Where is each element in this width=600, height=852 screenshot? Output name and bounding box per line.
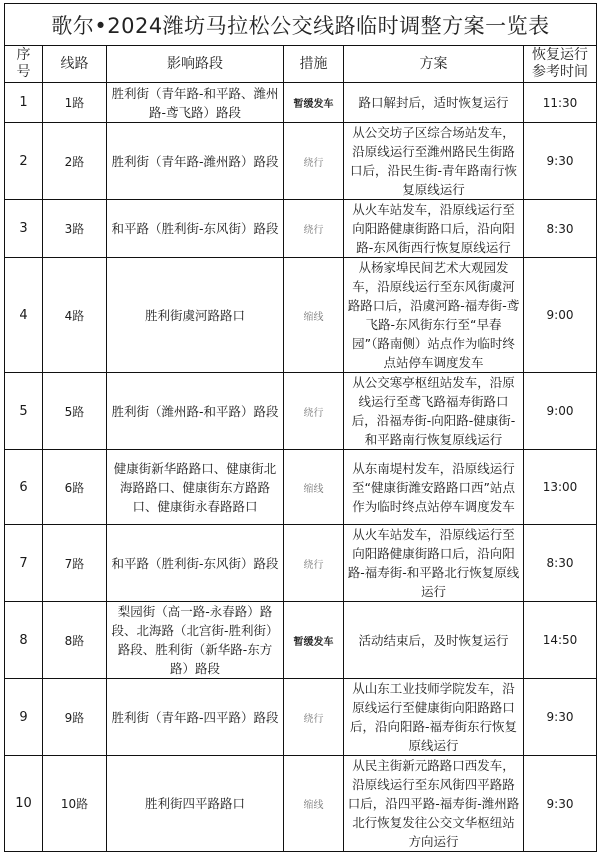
row-plan: 从山东工业技师学院发车，沿原线运行至健康街向阳路路口后，沿向阳路-福寿街东行恢复原线运行	[344, 679, 524, 756]
row-index: 9	[5, 679, 43, 756]
row-measure: 绕行	[284, 123, 344, 200]
row-plan: 活动结束后，及时恢复运行	[344, 602, 524, 679]
row-index: 10	[5, 756, 43, 852]
table-row	[5, 450, 597, 525]
table-row	[5, 602, 597, 679]
row-index: 6	[5, 450, 43, 525]
row-plan: 路口解封后，适时恢复运行	[344, 83, 524, 123]
row-measure: 绕行	[284, 525, 344, 602]
row-plan: 从火车站发车，沿原线运行至向阳路健康街路口后，沿向阳路-东风街西行恢复原线运行	[344, 200, 524, 258]
row-line: 3路	[43, 200, 107, 258]
row-line: 6路	[43, 450, 107, 525]
table-row	[5, 258, 597, 373]
row-time: 14:50	[524, 602, 597, 679]
row-line: 2路	[43, 123, 107, 200]
row-segment: 和平路（胜利街-东风街）路段	[107, 200, 284, 258]
header-segment: 影响路段	[107, 46, 284, 83]
row-time: 9:30	[524, 756, 597, 852]
row-plan: 从公交寒亭枢纽站发车，沿原线运行至鸢飞路福寿街路口后，沿福寿街-向阳路-健康街-和平路南行恢复原线运行	[344, 373, 524, 450]
row-measure: 绕行	[284, 679, 344, 756]
table-title: 歌尔•2024潍坊马拉松公交线路临时调整方案一览表	[5, 4, 597, 46]
row-time: 9:00	[524, 373, 597, 450]
row-line: 8路	[43, 602, 107, 679]
row-time: 9:30	[524, 679, 597, 756]
row-measure: 缩线	[284, 258, 344, 373]
row-segment: 胜利街虞河路路口	[107, 258, 284, 373]
header-row	[5, 46, 597, 83]
row-line: 1路	[43, 83, 107, 123]
row-line: 4路	[43, 258, 107, 373]
header-resume-time: 恢复运行参考时间	[524, 46, 597, 83]
row-plan: 从民主街新元路路口西发车，沿原线运行至东风街四平路路口后，沿四平路-福寿街-潍州路北行恢复发往公交文华枢纽站方向运行	[344, 756, 524, 852]
table-row	[5, 756, 597, 852]
row-time: 13:00	[524, 450, 597, 525]
row-index: 5	[5, 373, 43, 450]
header-plan: 方案	[344, 46, 524, 83]
header-measure: 措施	[284, 46, 344, 83]
table-row	[5, 525, 597, 602]
row-plan: 从公交坊子区综合场站发车，沿原线运行至潍州路民生街路口后，沿民生街-青年路南行恢复原线运行	[344, 123, 524, 200]
table-row	[5, 679, 597, 756]
row-segment: 胜利街（青年路-四平路）路段	[107, 679, 284, 756]
row-plan: 从火车站发车，沿原线运行至向阳路健康街路口后，沿向阳路-福寿街-和平路北行恢复原线运行	[344, 525, 524, 602]
row-line: 9路	[43, 679, 107, 756]
row-segment: 胜利街（青年路-和平路、潍州路-鸢飞路）路段	[107, 83, 284, 123]
row-index: 1	[5, 83, 43, 123]
row-segment: 胜利街（青年路-潍州路）路段	[107, 123, 284, 200]
row-time: 9:30	[524, 123, 597, 200]
row-time: 9:00	[524, 258, 597, 373]
row-measure: 缩线	[284, 756, 344, 852]
row-measure: 暂缓发车	[284, 83, 344, 123]
row-segment: 胜利街（潍州路-和平路）路段	[107, 373, 284, 450]
row-index: 3	[5, 200, 43, 258]
table-row	[5, 373, 597, 450]
row-measure: 缩线	[284, 450, 344, 525]
row-index: 2	[5, 123, 43, 200]
row-measure: 绕行	[284, 373, 344, 450]
row-segment: 和平路（胜利街-东风街）路段	[107, 525, 284, 602]
row-plan: 从东南堤村发车，沿原线运行至“健康街潍安路路口西”站点作为临时终点站停车调度发车	[344, 450, 524, 525]
row-plan: 从杨家埠民间艺术大观园发车，沿原线运行至东风街虞河路路口后，沿虞河路-福寿街-鸢飞路-东风街东行至“早春园”（路南侧）站点作为临时终点站停车调度发车	[344, 258, 524, 373]
row-time: 8:30	[524, 525, 597, 602]
table-row	[5, 83, 597, 123]
row-segment: 胜利街四平路路口	[107, 756, 284, 852]
row-time: 8:30	[524, 200, 597, 258]
row-line: 10路	[43, 756, 107, 852]
header-index: 序号	[5, 46, 43, 83]
row-index: 8	[5, 602, 43, 679]
row-index: 7	[5, 525, 43, 602]
row-index: 4	[5, 258, 43, 373]
row-measure: 绕行	[284, 200, 344, 258]
row-line: 5路	[43, 373, 107, 450]
header-line: 线路	[43, 46, 107, 83]
table-row	[5, 123, 597, 200]
row-time: 11:30	[524, 83, 597, 123]
row-segment: 健康街新华路路口、健康街北海路路口、健康街东方路路口、健康街永春路路口	[107, 450, 284, 525]
table-row	[5, 200, 597, 258]
row-measure: 暂缓发车	[284, 602, 344, 679]
row-segment: 梨园街（高一路-永春路）路段、北海路（北宫街-胜利街）路段、胜利街（新华路-东方路）路段	[107, 602, 284, 679]
bus-adjustment-table	[4, 3, 597, 852]
row-line: 7路	[43, 525, 107, 602]
